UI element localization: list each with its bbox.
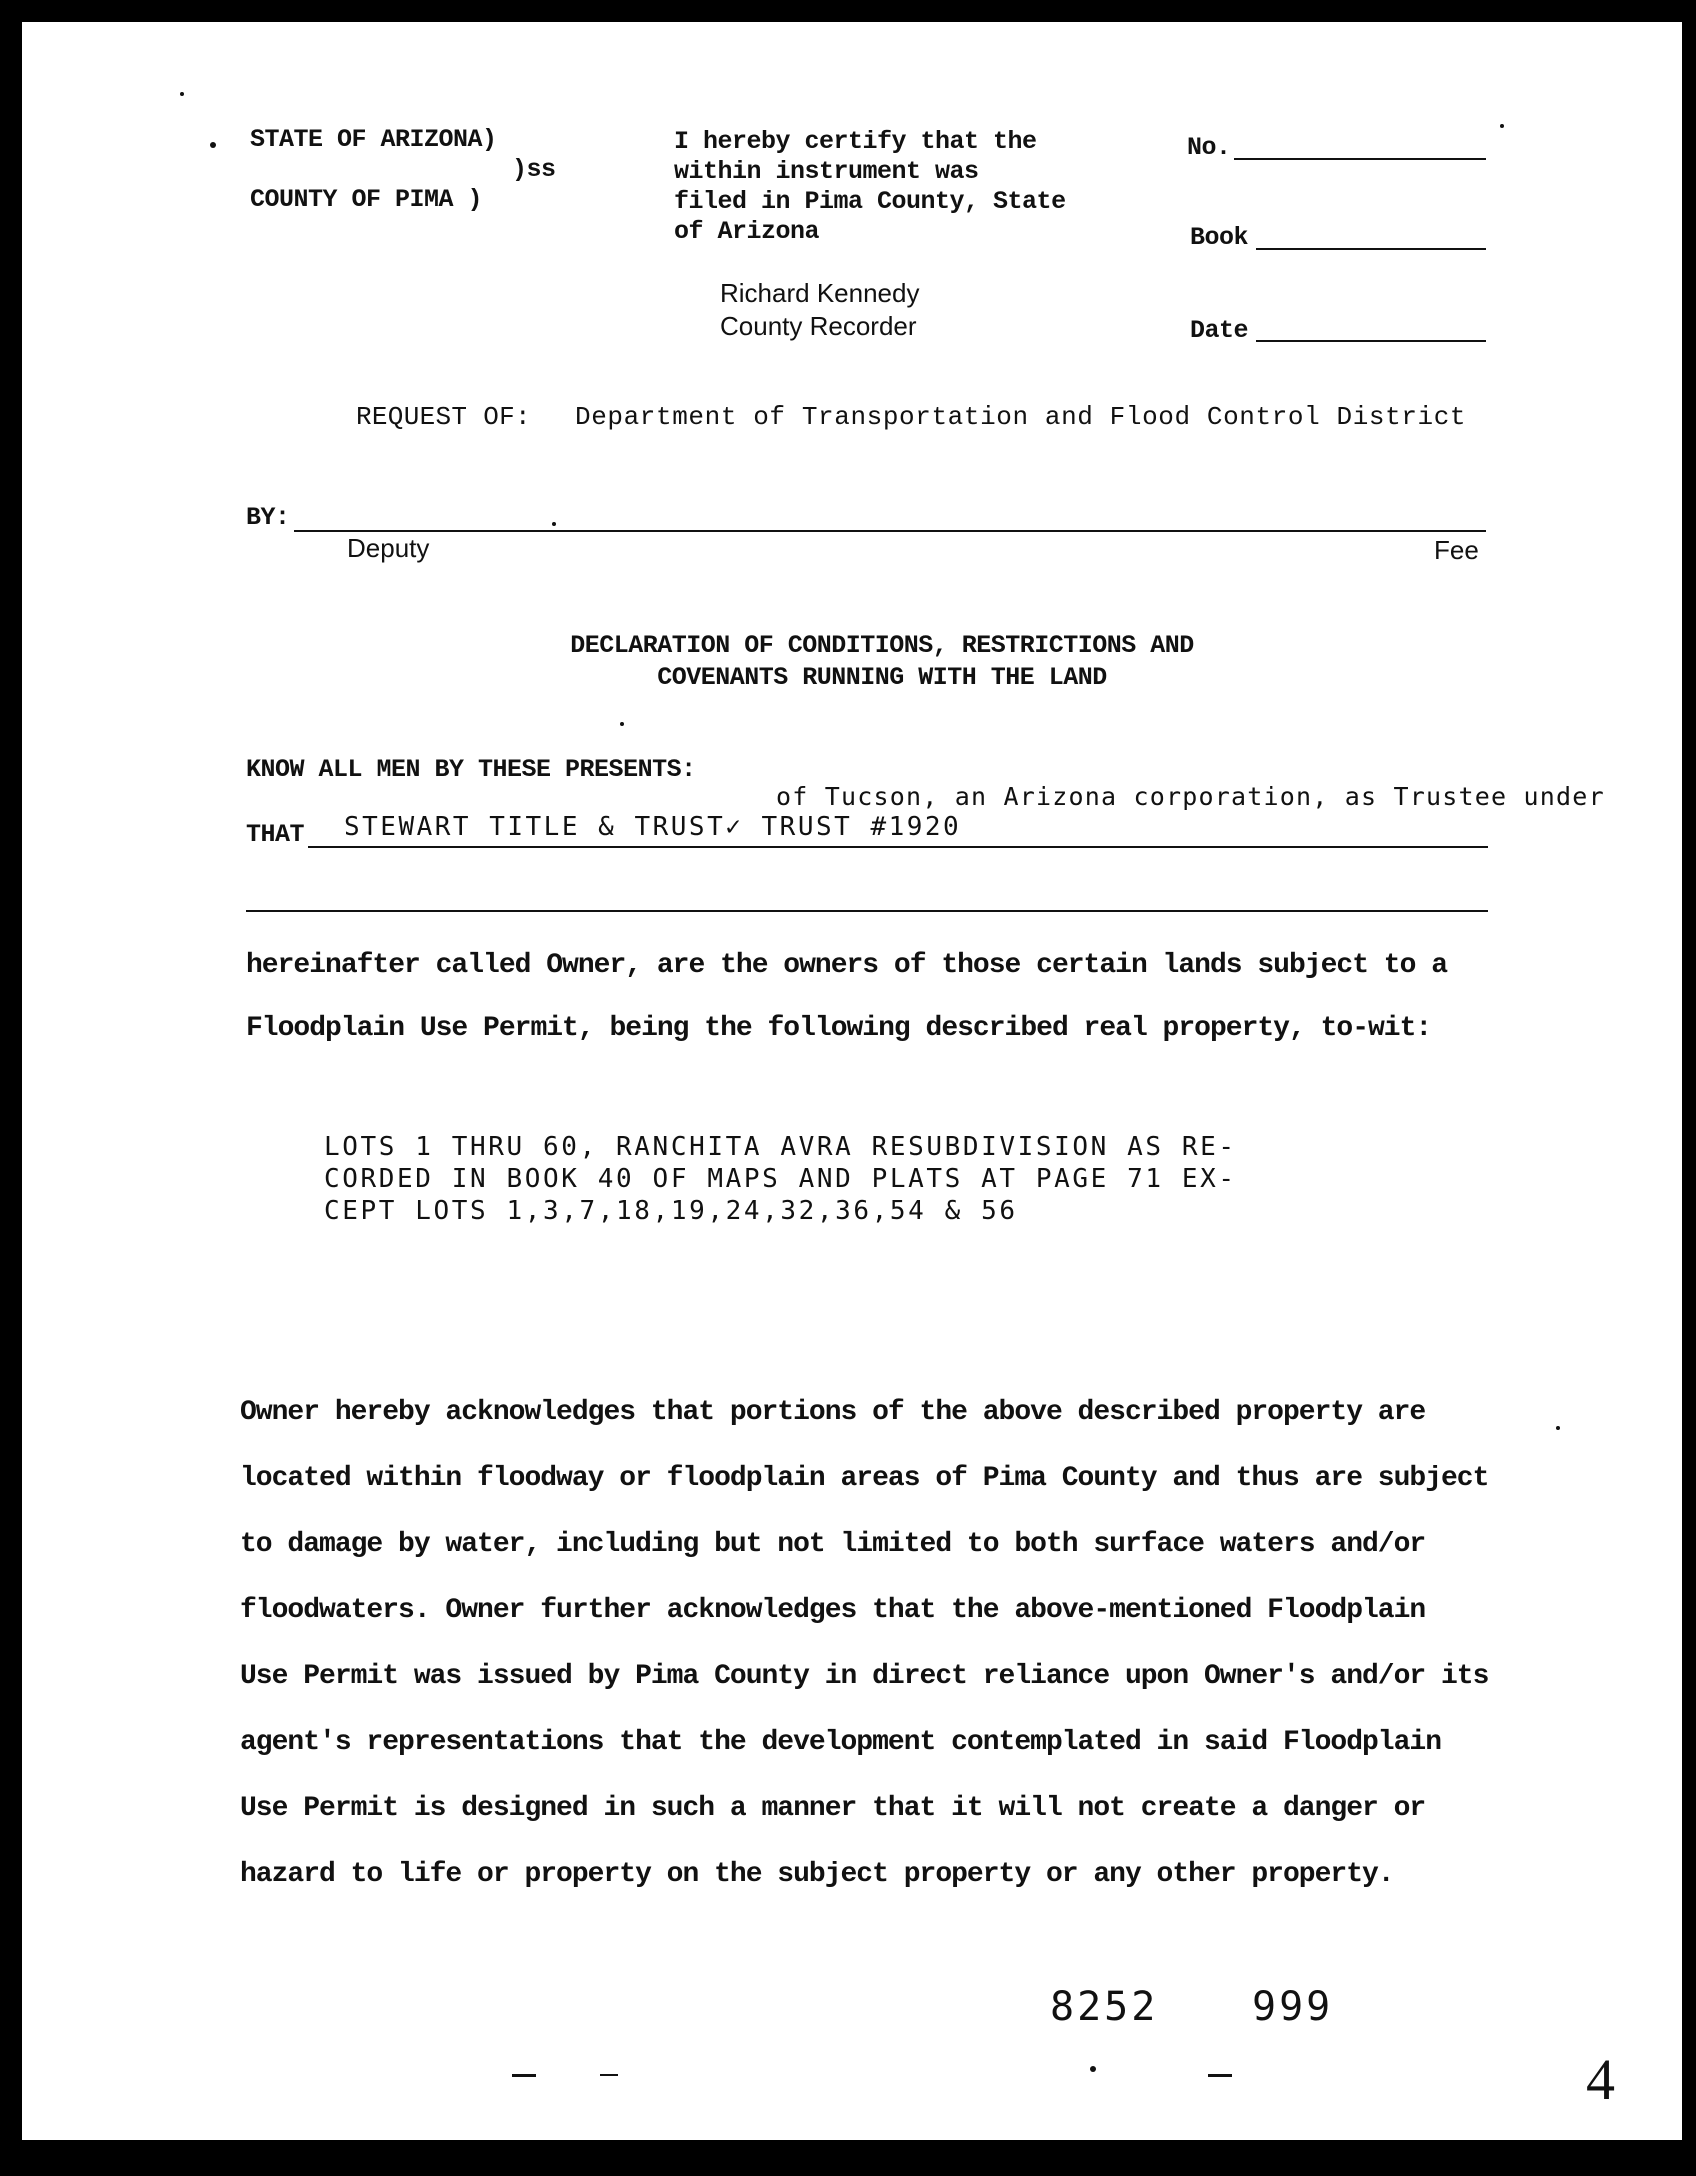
owner-name-line bbox=[308, 846, 1488, 848]
certify-line-3: filed in Pima County, State bbox=[674, 187, 1066, 216]
request-of-value: Department of Transportation and Flood Control District bbox=[575, 402, 1467, 432]
scan-mark bbox=[512, 2074, 536, 2077]
fee-label: Fee bbox=[1434, 535, 1479, 565]
know-all-men: KNOW ALL MEN BY THESE PRESENTS: bbox=[246, 755, 696, 784]
declaration-title-line-2: COVENANTS RUNNING WITH THE LAND bbox=[657, 663, 1107, 692]
request-of-label: REQUEST OF: bbox=[356, 402, 531, 432]
that-label: THAT bbox=[246, 820, 305, 849]
by-signature-line bbox=[294, 530, 1486, 532]
declaration-title-line-1: DECLARATION OF CONDITIONS, RESTRICTIONS AND bbox=[570, 631, 1194, 660]
property-line-2: CORDED IN BOOK 40 OF MAPS AND PLATS AT PAGE 71 EX- bbox=[324, 1164, 1237, 1194]
ack-line-5: Use Permit was issued by Pima County in direct reliance upon Owner's and/or its bbox=[240, 1661, 1489, 1692]
certify-line-4: of Arizona bbox=[674, 217, 820, 246]
scan-speck bbox=[1556, 1426, 1560, 1430]
scan-speck bbox=[1500, 124, 1504, 128]
docket-number: 8252 bbox=[1050, 1984, 1159, 2030]
date-label: Date bbox=[1190, 316, 1249, 345]
scan-speck bbox=[620, 722, 624, 726]
typed-continuation: of Tucson, an Arizona corporation, as Trustee under bbox=[776, 782, 1605, 811]
recorder-name: Richard Kennedy bbox=[720, 278, 920, 308]
owner-name-line-2 bbox=[246, 910, 1488, 912]
property-line-1: LOTS 1 THRU 60, RANCHITA AVRA RESUBDIVISION AS RE- bbox=[324, 1132, 1237, 1162]
book-label: Book bbox=[1190, 223, 1249, 252]
ss-line: )ss bbox=[512, 155, 556, 184]
scan-mark bbox=[600, 2074, 618, 2076]
certify-line-1: I hereby certify that the bbox=[674, 127, 1037, 156]
ack-line-2: located within floodway or floodplain areas of Pima County and thus are subject bbox=[240, 1463, 1489, 1494]
deputy-label: Deputy bbox=[347, 533, 430, 563]
book-field-line bbox=[1256, 248, 1486, 250]
ack-line-7: Use Permit is designed in such a manner that it will not create a danger or bbox=[240, 1793, 1426, 1824]
ack-line-8: hazard to life or property on the subject property or any other property. bbox=[240, 1859, 1394, 1890]
scan-speck bbox=[180, 92, 184, 96]
no-field-line bbox=[1234, 158, 1486, 160]
ack-line-6: agent's representations that the development contemplated in said Floodplain bbox=[240, 1727, 1442, 1758]
date-field-line bbox=[1256, 340, 1486, 342]
handwritten-page-number: 4 bbox=[1586, 2047, 1615, 2112]
scan-speck bbox=[552, 522, 556, 526]
page-number: 999 bbox=[1252, 1984, 1334, 2030]
ack-line-4: floodwaters. Owner further acknowledges that the above-mentioned Floodplain bbox=[240, 1595, 1426, 1626]
ack-line-1: Owner hereby acknowledges that portions of the above described property are bbox=[240, 1397, 1426, 1428]
scan-speck bbox=[210, 142, 216, 148]
ack-line-3: to damage by water, including but not limited to both surface waters and/or bbox=[240, 1529, 1426, 1560]
owner-name: STEWART TITLE & TRUST✓ TRUST #1920 bbox=[344, 812, 962, 842]
owner-clause-line-1: hereinafter called Owner, are the owners of those certain lands subject to a bbox=[246, 950, 1448, 981]
scan-speck bbox=[1090, 2066, 1096, 2072]
no-label: No. bbox=[1187, 133, 1231, 162]
scan-mark bbox=[1208, 2074, 1232, 2077]
state-line: STATE OF ARIZONA) bbox=[250, 125, 497, 154]
county-line: COUNTY OF PIMA ) bbox=[250, 185, 483, 214]
document-page bbox=[22, 22, 1682, 2140]
certify-line-2: within instrument was bbox=[674, 157, 979, 186]
by-label: BY: bbox=[246, 503, 290, 532]
owner-clause-line-2: Floodplain Use Permit, being the following described real property, to-wit: bbox=[246, 1013, 1432, 1044]
recorder-title: County Recorder bbox=[720, 311, 917, 341]
property-line-3: CEPT LOTS 1,3,7,18,19,24,32,36,54 & 56 bbox=[324, 1196, 1018, 1226]
